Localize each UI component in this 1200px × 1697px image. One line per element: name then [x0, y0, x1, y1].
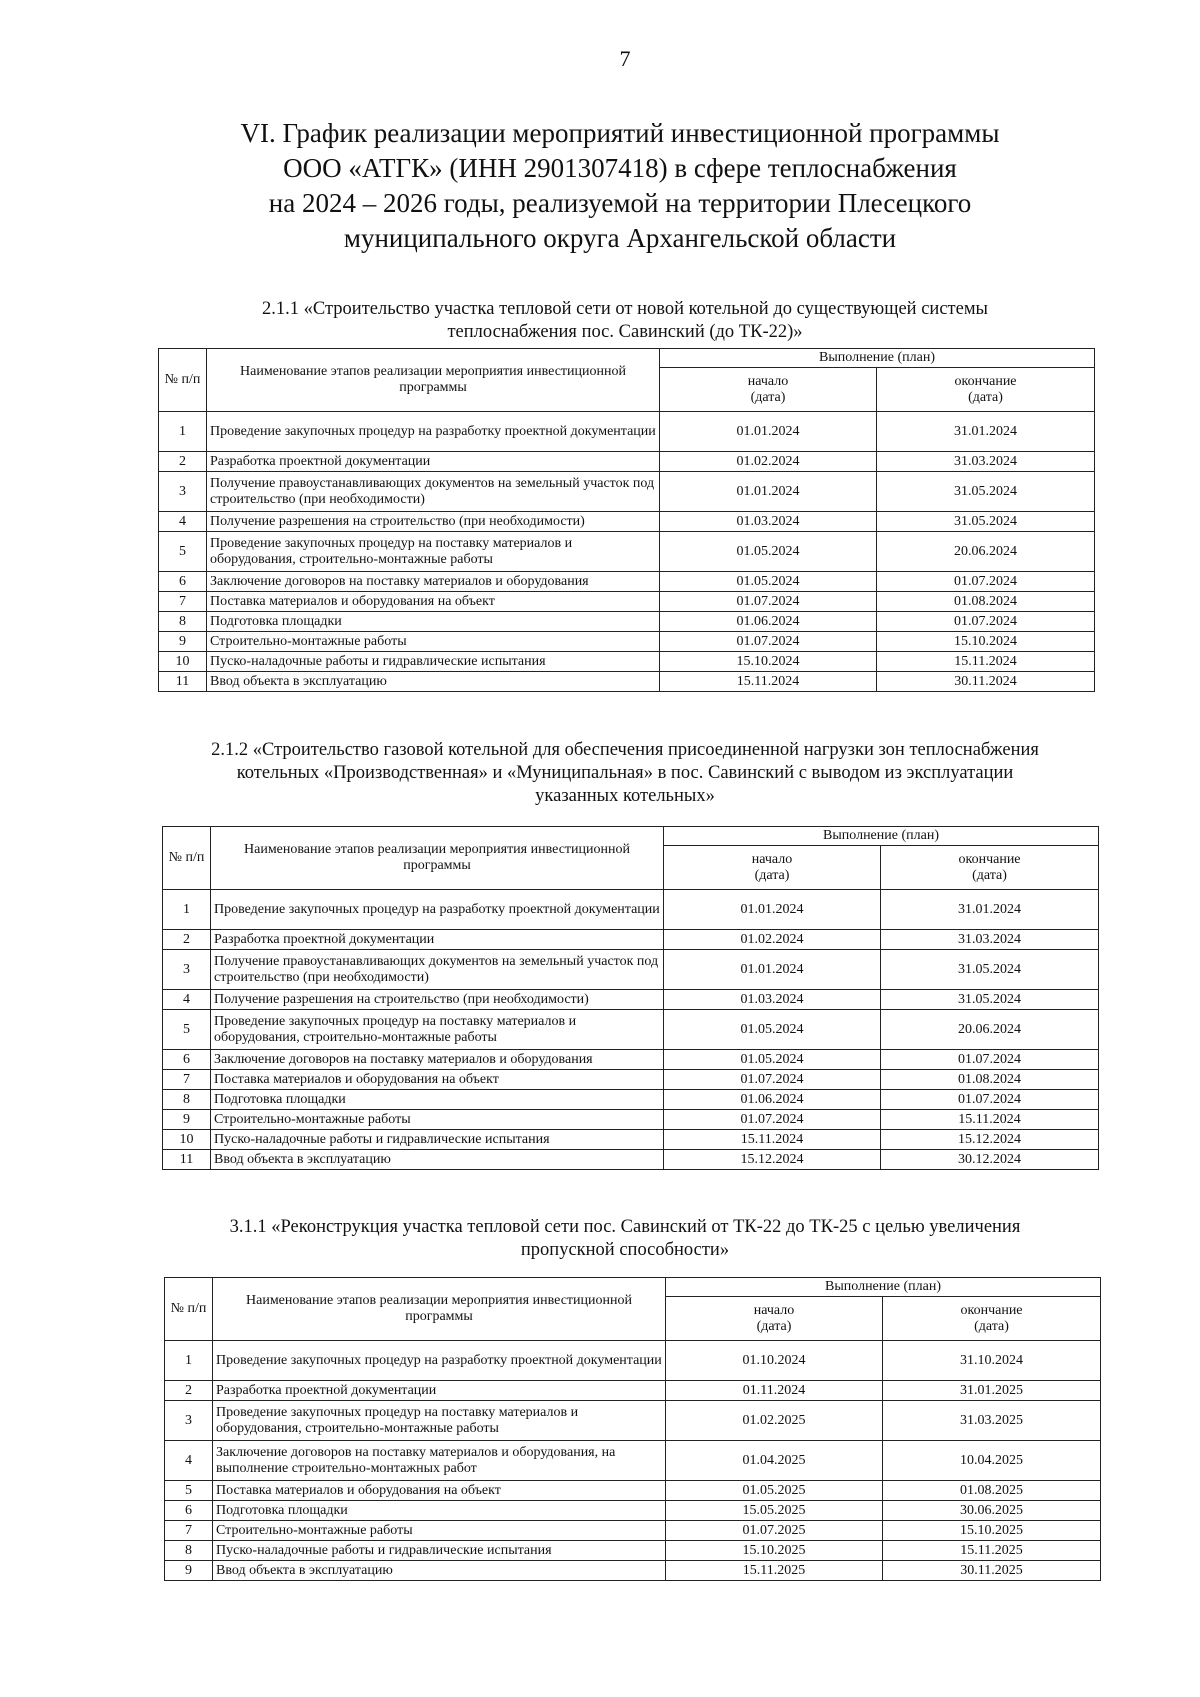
start-date: 15.11.2024 [660, 672, 877, 692]
start-date: 01.05.2024 [660, 532, 877, 572]
table-row [159, 652, 1095, 672]
end-date: 15.11.2025 [883, 1541, 1101, 1561]
section-title-line: 2.1.1 «Строительство участка тепловой сети от новой котельной до существующей системы [262, 299, 988, 319]
row-number: 7 [165, 1521, 213, 1541]
end-date: 15.11.2024 [881, 1110, 1099, 1130]
end-date: 31.05.2024 [877, 472, 1095, 512]
table-row [165, 1541, 1101, 1561]
header-start [664, 846, 881, 890]
end-date: 31.03.2024 [881, 930, 1099, 950]
end-date: 31.01.2024 [877, 412, 1095, 452]
row-number: 9 [163, 1110, 211, 1130]
table-row [165, 1441, 1101, 1481]
start-date: 01.07.2025 [666, 1521, 883, 1541]
start-date: 01.07.2024 [660, 632, 877, 652]
table-row [159, 412, 1095, 452]
section-title [160, 298, 1090, 344]
end-date: 30.12.2024 [881, 1150, 1099, 1170]
table-row [163, 1150, 1099, 1170]
table-row [165, 1341, 1101, 1381]
table-row [163, 950, 1099, 990]
start-date: 01.05.2024 [664, 1050, 881, 1070]
start-date: 01.01.2024 [660, 412, 877, 452]
title-line: ООО «АТГК» (ИНН 2901307418) в сфере теплоснабжения [283, 153, 957, 183]
stage-name: Поставка материалов и оборудования на объект [213, 1481, 666, 1501]
stage-name: Подготовка площадки [207, 612, 660, 632]
table-row [165, 1501, 1101, 1521]
row-number: 3 [163, 950, 211, 990]
table-row [159, 512, 1095, 532]
stage-name: Ввод объекта в эксплуатацию [213, 1561, 666, 1581]
stage-name: Поставка материалов и оборудования на объект [207, 592, 660, 612]
stage-name: Пуско-наладочные работы и гидравлические испытания [211, 1130, 664, 1150]
stage-name: Заключение договоров на поставку материалов и оборудования [211, 1050, 664, 1070]
row-number: 4 [165, 1441, 213, 1481]
stage-name: Строительно-монтажные работы [213, 1521, 666, 1541]
header-num: № п/п [165, 1278, 213, 1341]
table-row [163, 990, 1099, 1010]
row-number: 5 [163, 1010, 211, 1050]
header-end [881, 846, 1099, 890]
stage-name: Подготовка площадки [213, 1501, 666, 1521]
row-number: 10 [159, 652, 207, 672]
section-title [160, 739, 1090, 808]
section-title-line: 3.1.1 «Реконструкция участка тепловой сети пос. Савинский от ТК-22 до ТК-25 с целью увеличения [229, 1217, 1021, 1237]
stage-name: Разработка проектной документации [211, 930, 664, 950]
title-line: муниципального округа Архангельской области [343, 223, 897, 253]
header-end-line1: окончание [954, 373, 1017, 389]
end-date: 15.12.2024 [881, 1130, 1099, 1150]
stage-name: Пуско-наладочные работы и гидравлические испытания [207, 652, 660, 672]
start-date: 01.01.2024 [664, 950, 881, 990]
start-date: 01.11.2024 [666, 1381, 883, 1401]
table-row [163, 1130, 1099, 1150]
header-end [877, 368, 1095, 412]
end-date: 31.05.2024 [881, 950, 1099, 990]
table-row [165, 1381, 1101, 1401]
row-number: 3 [165, 1401, 213, 1441]
table-row [159, 632, 1095, 652]
header-num: № п/п [163, 827, 211, 890]
stage-name: Проведение закупочных процедур на поставку материалов и оборудования, строительно-монтажные работы [213, 1401, 666, 1441]
start-date: 01.01.2024 [660, 472, 877, 512]
header-stage: Наименование этапов реализации мероприятия инвестиционной программы [211, 827, 664, 890]
table-row [163, 1110, 1099, 1130]
header-execution: Выполнение (план) [664, 827, 1099, 846]
stage-name: Проведение закупочных процедур на разработку проектной документации [213, 1341, 666, 1381]
start-date: 01.05.2024 [660, 572, 877, 592]
stage-name: Получение разрешения на строительство (при необходимости) [211, 990, 664, 1010]
start-date: 01.02.2024 [660, 452, 877, 472]
start-date: 01.07.2024 [664, 1110, 881, 1130]
row-number: 4 [163, 990, 211, 1010]
end-date: 01.07.2024 [881, 1090, 1099, 1110]
table-row [163, 1090, 1099, 1110]
header-num: № п/п [159, 349, 207, 412]
row-number: 8 [165, 1541, 213, 1561]
header-end [883, 1297, 1101, 1341]
row-number: 2 [159, 452, 207, 472]
table-body [163, 890, 1099, 1170]
end-date: 30.06.2025 [883, 1501, 1101, 1521]
stage-name: Проведение закупочных процедур на разработку проектной документации [211, 890, 664, 930]
row-number: 10 [163, 1130, 211, 1150]
header-start-line2: (дата) [756, 1318, 792, 1334]
table-row [163, 890, 1099, 930]
start-date: 01.05.2024 [664, 1010, 881, 1050]
end-date: 01.08.2025 [883, 1481, 1101, 1501]
header-end-line1: окончание [958, 851, 1021, 867]
header-end-line1: окончание [960, 1302, 1023, 1318]
stage-name: Разработка проектной документации [213, 1381, 666, 1401]
table-row [165, 1481, 1101, 1501]
start-date: 01.06.2024 [660, 612, 877, 632]
end-date: 01.08.2024 [881, 1070, 1099, 1090]
table-row [159, 572, 1095, 592]
start-date: 01.03.2024 [664, 990, 881, 1010]
end-date: 31.05.2024 [881, 990, 1099, 1010]
section-title-line: теплоснабжения пос. Савинский (до ТК-22)» [447, 322, 803, 342]
header-start [660, 368, 877, 412]
schedule-table [164, 1277, 1101, 1581]
end-date: 31.05.2024 [877, 512, 1095, 532]
end-date: 20.06.2024 [877, 532, 1095, 572]
end-date: 15.10.2025 [883, 1521, 1101, 1541]
start-date: 15.11.2025 [666, 1561, 883, 1581]
start-date: 01.02.2024 [664, 930, 881, 950]
end-date: 31.03.2025 [883, 1401, 1101, 1441]
row-number: 6 [163, 1050, 211, 1070]
stage-name: Получение разрешения на строительство (при необходимости) [207, 512, 660, 532]
header-start [666, 1297, 883, 1341]
end-date: 30.11.2025 [883, 1561, 1101, 1581]
header-start-line2: (дата) [754, 867, 790, 883]
start-date: 01.06.2024 [664, 1090, 881, 1110]
end-date: 10.04.2025 [883, 1441, 1101, 1481]
stage-name: Заключение договоров на поставку материалов и оборудования, на выполнение строительно-монтажных работ [213, 1441, 666, 1481]
row-number: 8 [159, 612, 207, 632]
header-end-line2: (дата) [972, 867, 1007, 883]
table-body [159, 412, 1095, 692]
table-row [159, 592, 1095, 612]
row-number: 7 [159, 592, 207, 612]
start-date: 01.07.2024 [660, 592, 877, 612]
stage-name: Получение правоустанавливающих документов на земельный участок под строительство (при необходимости) [211, 950, 664, 990]
section-title-line: 2.1.2 «Строительство газовой котельной для обеспечения присоединенной нагрузки зон теплоснабжения [211, 740, 1039, 760]
table-row [159, 452, 1095, 472]
header-end-line2: (дата) [974, 1318, 1009, 1334]
table-row [163, 1050, 1099, 1070]
row-number: 11 [163, 1150, 211, 1170]
stage-name: Проведение закупочных процедур на разработку проектной документации [207, 412, 660, 452]
start-date: 01.03.2024 [660, 512, 877, 532]
stage-name: Подготовка площадки [211, 1090, 664, 1110]
header-execution: Выполнение (план) [666, 1278, 1101, 1297]
stage-name: Получение правоустанавливающих документов на земельный участок под строительство (при необходимости) [207, 472, 660, 512]
start-date: 01.02.2025 [666, 1401, 883, 1441]
table-row [163, 1010, 1099, 1050]
table-row [165, 1561, 1101, 1581]
row-number: 9 [159, 632, 207, 652]
stage-name: Разработка проектной документации [207, 452, 660, 472]
schedule-table [158, 348, 1095, 692]
section-title-line: котельных «Производственная» и «Муниципальная» в пос. Савинский с выводом из эксплуатации [236, 763, 1014, 783]
row-number: 5 [159, 532, 207, 572]
stage-name: Ввод объекта в эксплуатацию [211, 1150, 664, 1170]
document-title [170, 116, 1070, 256]
row-number: 1 [165, 1341, 213, 1381]
stage-name: Ввод объекта в эксплуатацию [207, 672, 660, 692]
table-row [159, 472, 1095, 512]
header-execution: Выполнение (план) [660, 349, 1095, 368]
end-date: 20.06.2024 [881, 1010, 1099, 1050]
table-row [165, 1521, 1101, 1541]
start-date: 15.11.2024 [664, 1130, 881, 1150]
page-number: 7 [619, 46, 631, 71]
table-row [163, 930, 1099, 950]
header-stage: Наименование этапов реализации мероприятия инвестиционной программы [213, 1278, 666, 1341]
row-number: 3 [159, 472, 207, 512]
header-start-line1: начало [753, 1302, 795, 1318]
stage-name: Заключение договоров на поставку материалов и оборудования [207, 572, 660, 592]
end-date: 01.07.2024 [877, 612, 1095, 632]
start-date: 15.12.2024 [664, 1150, 881, 1170]
row-number: 1 [159, 412, 207, 452]
section-title-line: пропускной способности» [520, 1240, 730, 1260]
row-number: 1 [163, 890, 211, 930]
row-number: 6 [165, 1501, 213, 1521]
table-row [159, 612, 1095, 632]
stage-name: Строительно-монтажные работы [207, 632, 660, 652]
row-number: 9 [165, 1561, 213, 1581]
table-body [165, 1341, 1101, 1581]
start-date: 01.01.2024 [664, 890, 881, 930]
end-date: 31.01.2024 [881, 890, 1099, 930]
end-date: 31.01.2025 [883, 1381, 1101, 1401]
row-number: 8 [163, 1090, 211, 1110]
row-number: 6 [159, 572, 207, 592]
table-row [163, 1070, 1099, 1090]
start-date: 15.10.2024 [660, 652, 877, 672]
section-title-line: указанных котельных» [535, 786, 715, 806]
stage-name: Поставка материалов и оборудования на объект [211, 1070, 664, 1090]
row-number: 11 [159, 672, 207, 692]
row-number: 5 [165, 1481, 213, 1501]
row-number: 7 [163, 1070, 211, 1090]
start-date: 01.05.2025 [666, 1481, 883, 1501]
row-number: 2 [163, 930, 211, 950]
table-row [159, 532, 1095, 572]
row-number: 2 [165, 1381, 213, 1401]
title-line: на 2024 – 2026 годы, реализуемой на территории Плесецкого [268, 188, 972, 218]
schedule-table [162, 826, 1099, 1170]
start-date: 15.05.2025 [666, 1501, 883, 1521]
header-start-line1: начало [751, 851, 793, 867]
start-date: 01.07.2024 [664, 1070, 881, 1090]
end-date: 15.11.2024 [877, 652, 1095, 672]
stage-name: Проведение закупочных процедур на поставку материалов и оборудования, строительно-монтажные работы [211, 1010, 664, 1050]
end-date: 31.10.2024 [883, 1341, 1101, 1381]
start-date: 01.04.2025 [666, 1441, 883, 1481]
end-date: 31.03.2024 [877, 452, 1095, 472]
end-date: 01.07.2024 [881, 1050, 1099, 1070]
table-row [159, 672, 1095, 692]
end-date: 30.11.2024 [877, 672, 1095, 692]
stage-name: Пуско-наладочные работы и гидравлические испытания [213, 1541, 666, 1561]
header-start-line1: начало [747, 373, 789, 389]
header-start-line2: (дата) [750, 389, 786, 405]
row-number: 4 [159, 512, 207, 532]
header-end-line2: (дата) [968, 389, 1003, 405]
title-line: VI. График реализации мероприятий инвестиционной программы [240, 118, 1000, 148]
stage-name: Проведение закупочных процедур на поставку материалов и оборудования, строительно-монтажные работы [207, 532, 660, 572]
section-title [160, 1216, 1090, 1262]
end-date: 15.10.2024 [877, 632, 1095, 652]
start-date: 15.10.2025 [666, 1541, 883, 1561]
table-row [165, 1401, 1101, 1441]
header-stage: Наименование этапов реализации мероприятия инвестиционной программы [207, 349, 660, 412]
end-date: 01.07.2024 [877, 572, 1095, 592]
stage-name: Строительно-монтажные работы [211, 1110, 664, 1130]
end-date: 01.08.2024 [877, 592, 1095, 612]
start-date: 01.10.2024 [666, 1341, 883, 1381]
